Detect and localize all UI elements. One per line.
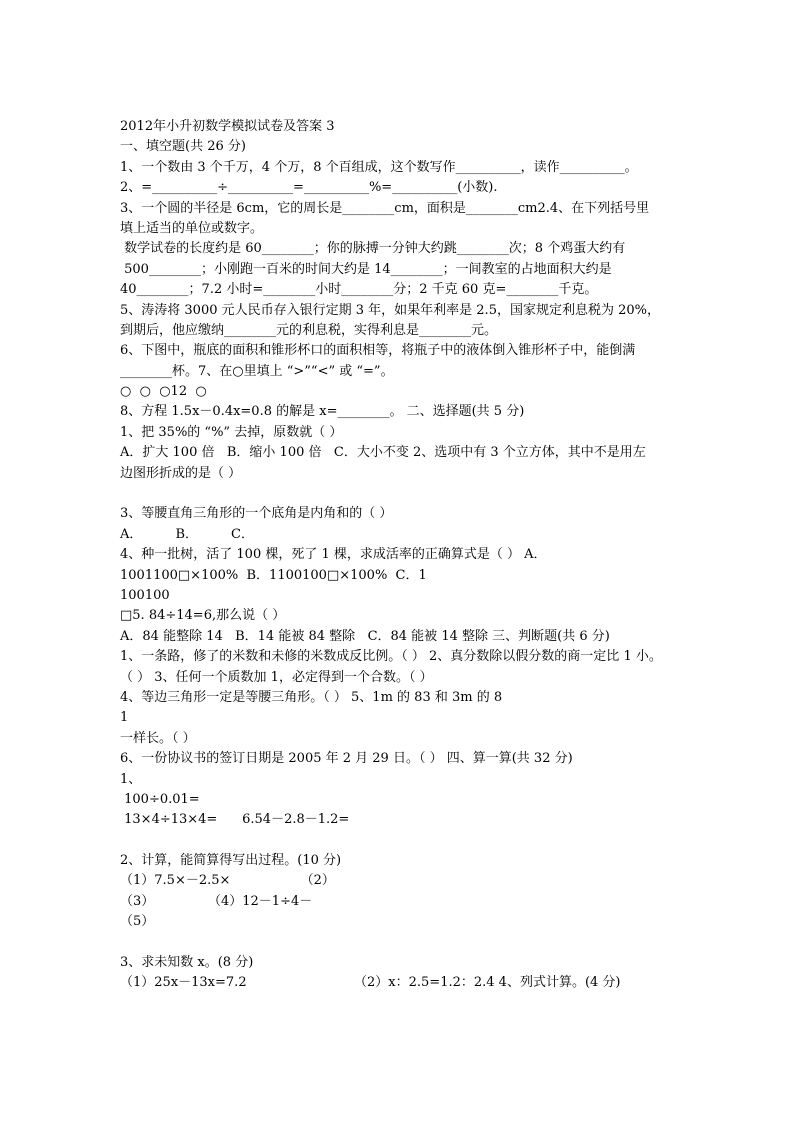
calculation-line: 100÷0.01=: [120, 791, 200, 807]
question-line: 40________；7.2 小时=________小时________分；2 千克 60 克=________千克。: [120, 282, 598, 298]
calculation-line: （1）25x－13x=7.2 （2）x：2.5=1.2：2.4 4、列式计算。(4 分): [120, 975, 621, 991]
choice-options-line: A．扩大 100 倍 B．缩小 100 倍 C．大小不变 2、选项中有 3 个立方体，其中不是用左: [120, 445, 646, 461]
document-title: 2012年小升初数学模拟试卷及答案 3: [120, 119, 335, 134]
question-line: 到期后，他应缴纳________元的利息税，实得利息是________元。: [120, 322, 498, 338]
question-line: 8、方程 1.5x－0.4x=0.8 的解是 x=________。 二、选择题(共 5 分): [120, 404, 525, 420]
question-line: 数学试卷的长度约是 60________；你的脉搏一分钟大约跳________次；8 个鸡蛋大约有: [120, 241, 626, 257]
question-line: 一样长。（ ）: [120, 730, 196, 746]
calculation-line: （5）: [120, 914, 155, 930]
question-line: 边图形折成的是（ ）: [120, 465, 242, 481]
question-line: 1: [120, 710, 129, 726]
calculation-line: （3） （4）12－1÷4－: [120, 893, 313, 909]
question-line: 5、涛涛将 3000 元人民币存入银行定期 3 年，如果年利率是 2.5，国家规定利息税为 20%，: [120, 302, 660, 318]
question-line: 1、: [120, 771, 142, 787]
calculation-line: 13×4÷13×4= 6.54－2.8－1.2=: [120, 812, 350, 828]
blank-gap: [120, 933, 694, 953]
question-line: 4、等边三角形一定是等腰三角形。（ ） 5、1m 的 83 和 3m 的 8: [120, 689, 503, 705]
question-line: 3、求未知数 x。(8 分): [120, 955, 254, 971]
choice-options-line: 1001100□×100% B．1100100□×100% C．1: [120, 567, 427, 583]
question-line: 4、种一批树，活了 100 棵，死了 1 棵，求成活率的正确算式是（ ） A．: [120, 547, 547, 563]
question-line: 2、计算，能简算得写出过程。(10 分): [120, 853, 342, 869]
question-line: （ ） 3、任何一个质数加 1，必定得到一个合数。（ ）: [120, 669, 433, 685]
compare-circles-line: ○ ○ ○12 ○: [120, 384, 207, 400]
question-line: 填上适当的单位或数字。: [120, 220, 264, 236]
question-line: 3、等腰直角三角形的一个底角是内角和的（ ）: [120, 506, 393, 522]
question-line: 2、=__________÷__________=__________%=__________(小数).: [120, 180, 498, 196]
blank-gap: [120, 484, 694, 504]
choice-options-line: A．84 能整除 14 B．14 能被 84 整除 C．84 能被 14 整除 三、判断题(共 6 分): [120, 628, 610, 644]
question-line: 500________；小刚跑一百米的时间大约是 14________；一间教室的占地面积大约是: [120, 261, 612, 277]
blank-gap: [120, 831, 694, 851]
question-line: 6、一份协议书的签订日期是 2005 年 2 月 29 日。（ ） 四、算一算(共 32 分): [120, 751, 573, 767]
question-line: 1、一个数由 3 个千万，4 个万，8 个百组成，这个数写作__________，读作__________。: [120, 159, 638, 175]
choice-options-line: A． B． C．: [120, 526, 255, 542]
question-line: 6、下图中，瓶底的面积和锥形杯口的面积相等，将瓶子中的液体倒入锥形杯子中，能倒满: [120, 343, 636, 359]
question-line: 100100: [120, 587, 170, 603]
document-page: [120, 117, 694, 994]
section-heading-fill-blank: 一、填空题(共 26 分): [120, 139, 246, 155]
question-line: 1、把 35%的 “%” 去掉，原数就（ ）: [120, 424, 343, 440]
question-line: ________杯。7、在○里填上 “>”“<” 或 “=”。: [120, 363, 394, 379]
question-line: 3、一个圆的半径是 6cm，它的周长是________cm，面积是________cm2.4、在下列括号里: [120, 200, 650, 216]
question-line: □5. 84÷14=6,那么说（ ）: [120, 608, 286, 624]
question-line: 1、一条路，修了的米数和未修的米数成反比例。（ ） 2、真分数除以假分数的商一定比 1 小。: [120, 649, 662, 665]
calculation-line: （1）7.5×－2.5× （2）: [120, 873, 335, 889]
